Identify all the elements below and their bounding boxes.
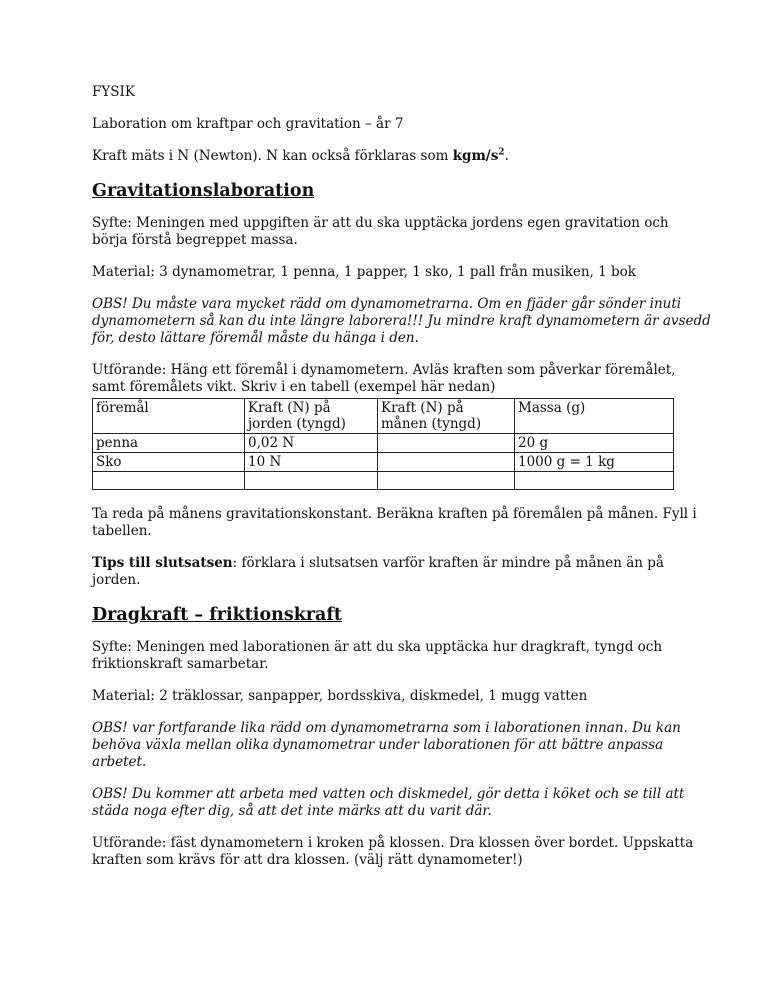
- table-cell: [378, 434, 515, 453]
- table-cell: 1000 g = 1 kg: [515, 453, 674, 472]
- obs-paragraph-2: [92, 720, 682, 771]
- text-line: friktionskraft samarbetar.: [92, 656, 269, 672]
- force-note: [92, 148, 682, 165]
- task-paragraph: [92, 506, 697, 540]
- table-row: [93, 472, 674, 490]
- text-line: för, desto lättare föremål måste du hänga i den.: [92, 330, 419, 346]
- text-line: OBS! Du måste vara mycket rädd om dynamometrarna. Om en fjäder går sönder inuti: [92, 296, 682, 312]
- utforande-paragraph-2: [92, 835, 694, 869]
- table-cell: 20 g: [515, 434, 674, 453]
- tips-paragraph: [92, 555, 682, 589]
- table-row: [93, 434, 674, 453]
- tips-label: Tips till slutsatsen: [92, 555, 233, 571]
- text-line: arbetet.: [92, 754, 147, 770]
- text-line: Syfte: Meningen med uppgiften är att du ska upptäcka jordens egen gravitation och: [92, 215, 669, 231]
- text-line: kraften som krävs för att dra klossen. (välj rätt dynamometer!): [92, 852, 523, 868]
- text-line: samt föremålets vikt. Skriv i en tabell (exempel här nedan): [92, 379, 496, 395]
- force-unit-exponent: 2: [498, 147, 505, 158]
- syfte-paragraph-1: [92, 215, 682, 249]
- material-paragraph-2: Material: 2 träklossar, sanpapper, bordsskiva, diskmedel, 1 mugg vatten: [92, 688, 588, 704]
- text-line: OBS! var fortfarande lika rädd om dynamometrarna som i laborationen innan. Du kan: [92, 720, 681, 736]
- table-cell: [245, 472, 378, 490]
- obs-paragraph-1: [92, 296, 711, 347]
- table-cell: Sko: [93, 453, 245, 472]
- text-line: börja förstå begreppet massa.: [92, 232, 298, 248]
- table-cell: [378, 453, 515, 472]
- header-cell: Kraft (N) på jorden (tyngd): [245, 399, 378, 434]
- text-line: tabellen.: [92, 523, 152, 539]
- table-row: [93, 453, 674, 472]
- table-header-row: [93, 399, 674, 434]
- utforande-paragraph-1: [92, 362, 682, 396]
- syfte-paragraph-2: [92, 639, 682, 673]
- text-line: städa noga efter dig, så att det inte märks att du varit där.: [92, 803, 492, 819]
- table-cell: [515, 472, 674, 490]
- text-line: Ta reda på månens gravitationskonstant. Beräkna kraften på föremålen på månen. Fyll i: [92, 506, 697, 522]
- subject-label: FYSIK: [92, 84, 135, 100]
- measurement-table: [92, 398, 674, 490]
- text-line: Syfte: Meningen med laborationen är att du ska upptäcka hur dragkraft, tyngd och: [92, 639, 663, 655]
- text-line: jorden.: [92, 572, 141, 588]
- force-note-prefix: Kraft mäts i N (Newton). N kan också förklaras som: [92, 148, 453, 164]
- table-cell: [93, 472, 245, 490]
- section-heading-dragkraft: Dragkraft – friktionskraft: [92, 605, 342, 625]
- document-page: [92, 84, 711, 884]
- table-cell: 0,02 N: [245, 434, 378, 453]
- table-cell: 10 N: [245, 453, 378, 472]
- header-cell: Massa (g): [515, 399, 674, 434]
- section-heading-gravitation: Gravitationslaboration: [92, 181, 315, 201]
- text-line: Tips till slutsatsen: förklara i slutsatsen varför kraften är mindre på månen än på: [92, 555, 664, 571]
- obs-paragraph-3: [92, 786, 685, 820]
- text-line: behöva växla mellan olika dynamometrar under laborationen för att bättre anpassa: [92, 737, 664, 753]
- text-line: OBS! Du kommer att arbeta med vatten och diskmedel, gör detta i köket och se till att: [92, 786, 685, 802]
- material-paragraph-1: Material: 3 dynamometrar, 1 penna, 1 papper, 1 sko, 1 pall från musiken, 1 bok: [92, 264, 636, 280]
- text-line: Utförande: Häng ett föremål i dynamometern. Avläs kraften som påverkar föremålet,: [92, 362, 676, 378]
- force-note-suffix: .: [504, 148, 509, 164]
- force-unit: kgm/$s^2$: [452, 147, 505, 164]
- table-cell: penna: [93, 434, 245, 453]
- header-cell: föremål: [93, 399, 245, 434]
- text-line: dynamometern så kan du inte längre laborera!!! Ju mindre kraft dynamometern är avsedd: [92, 313, 711, 329]
- text-line: Utförande: fäst dynamometern i kroken på klossen. Dra klossen över bordet. Uppskatta: [92, 835, 694, 851]
- table-cell: [378, 472, 515, 490]
- lab-title: Laboration om kraftpar och gravitation – år 7: [92, 116, 404, 132]
- header-cell: Kraft (N) på månen (tyngd): [378, 399, 515, 434]
